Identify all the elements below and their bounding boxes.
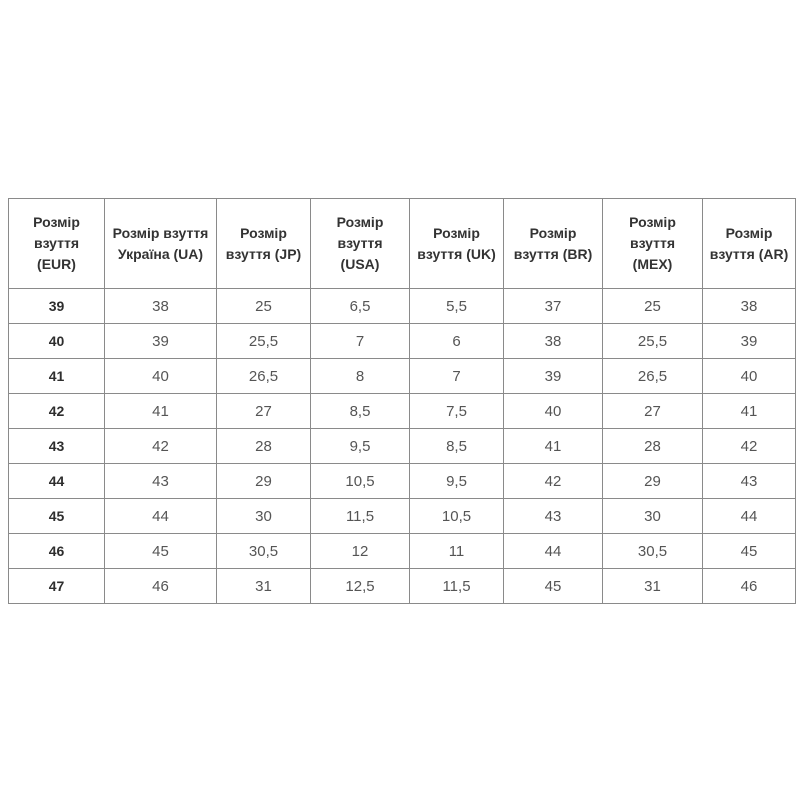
cell-ar: 45: [703, 534, 796, 569]
header-br: Розмір взуття (BR): [504, 199, 603, 289]
cell-uk: 10,5: [410, 499, 504, 534]
cell-jp: 31: [217, 569, 311, 604]
cell-uk: 11,5: [410, 569, 504, 604]
cell-usa: 10,5: [311, 464, 410, 499]
cell-ar: 39: [703, 324, 796, 359]
cell-br: 39: [504, 359, 603, 394]
cell-eur: 44: [9, 464, 105, 499]
cell-jp: 30: [217, 499, 311, 534]
cell-usa: 7: [311, 324, 410, 359]
cell-uk: 7: [410, 359, 504, 394]
cell-jp: 26,5: [217, 359, 311, 394]
cell-usa: 12,5: [311, 569, 410, 604]
cell-ar: 46: [703, 569, 796, 604]
cell-eur: 43: [9, 429, 105, 464]
cell-ar: 40: [703, 359, 796, 394]
table-row: [9, 359, 796, 394]
cell-usa: 11,5: [311, 499, 410, 534]
cell-ua: 41: [105, 394, 217, 429]
header-usa: Розмір взуття (USA): [311, 199, 410, 289]
cell-br: 41: [504, 429, 603, 464]
cell-br: 38: [504, 324, 603, 359]
cell-ar: 44: [703, 499, 796, 534]
cell-mex: 27: [603, 394, 703, 429]
header-row: [9, 199, 796, 289]
cell-jp: 25: [217, 289, 311, 324]
cell-usa: 6,5: [311, 289, 410, 324]
cell-mex: 28: [603, 429, 703, 464]
table-row: [9, 464, 796, 499]
header-ua: Розмір взуття Україна (UA): [105, 199, 217, 289]
cell-eur: 42: [9, 394, 105, 429]
table-row: [9, 324, 796, 359]
cell-jp: 27: [217, 394, 311, 429]
cell-uk: 9,5: [410, 464, 504, 499]
cell-jp: 28: [217, 429, 311, 464]
cell-eur: 40: [9, 324, 105, 359]
cell-ar: 38: [703, 289, 796, 324]
cell-ua: 38: [105, 289, 217, 324]
cell-usa: 9,5: [311, 429, 410, 464]
header-ar: Розмір взуття (AR): [703, 199, 796, 289]
cell-br: 37: [504, 289, 603, 324]
cell-eur: 46: [9, 534, 105, 569]
cell-ua: 44: [105, 499, 217, 534]
cell-mex: 26,5: [603, 359, 703, 394]
cell-jp: 25,5: [217, 324, 311, 359]
cell-br: 44: [504, 534, 603, 569]
table-row: [9, 394, 796, 429]
cell-uk: 8,5: [410, 429, 504, 464]
cell-br: 43: [504, 499, 603, 534]
shoe-size-conversion-table: [8, 198, 796, 604]
cell-mex: 30: [603, 499, 703, 534]
cell-jp: 29: [217, 464, 311, 499]
cell-ua: 40: [105, 359, 217, 394]
cell-ar: 41: [703, 394, 796, 429]
cell-usa: 8: [311, 359, 410, 394]
header-eur: Розмір взуття (EUR): [9, 199, 105, 289]
cell-ua: 43: [105, 464, 217, 499]
cell-mex: 29: [603, 464, 703, 499]
cell-eur: 45: [9, 499, 105, 534]
cell-mex: 31: [603, 569, 703, 604]
cell-mex: 25,5: [603, 324, 703, 359]
cell-br: 42: [504, 464, 603, 499]
table-row: [9, 429, 796, 464]
cell-ua: 39: [105, 324, 217, 359]
header-jp: Розмір взуття (JP): [217, 199, 311, 289]
cell-ua: 42: [105, 429, 217, 464]
cell-usa: 8,5: [311, 394, 410, 429]
cell-mex: 25: [603, 289, 703, 324]
cell-eur: 39: [9, 289, 105, 324]
cell-ua: 46: [105, 569, 217, 604]
cell-uk: 5,5: [410, 289, 504, 324]
cell-eur: 47: [9, 569, 105, 604]
table-row: [9, 569, 796, 604]
table-row: [9, 534, 796, 569]
cell-br: 45: [504, 569, 603, 604]
header-mex: Розмір взуття (MEX): [603, 199, 703, 289]
cell-mex: 30,5: [603, 534, 703, 569]
cell-ar: 42: [703, 429, 796, 464]
cell-ar: 43: [703, 464, 796, 499]
cell-usa: 12: [311, 534, 410, 569]
cell-eur: 41: [9, 359, 105, 394]
header-uk: Розмір взуття (UK): [410, 199, 504, 289]
cell-br: 40: [504, 394, 603, 429]
cell-uk: 6: [410, 324, 504, 359]
cell-jp: 30,5: [217, 534, 311, 569]
cell-ua: 45: [105, 534, 217, 569]
table-row: [9, 499, 796, 534]
cell-uk: 7,5: [410, 394, 504, 429]
cell-uk: 11: [410, 534, 504, 569]
table-row: [9, 289, 796, 324]
